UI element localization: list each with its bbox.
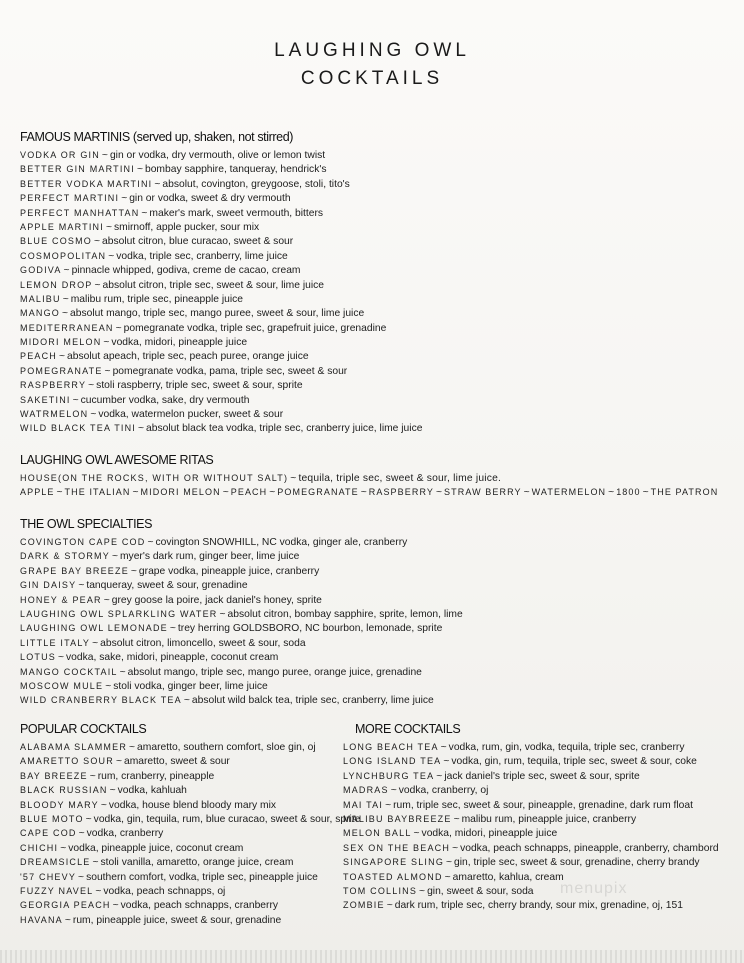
menu-item-name: GRAPE BAY BREEZE bbox=[20, 565, 129, 576]
menu-item bbox=[20, 364, 422, 378]
more-cocktails-list bbox=[343, 740, 719, 913]
menu-item-separator: ~ bbox=[419, 885, 426, 897]
menu-item bbox=[20, 798, 360, 812]
menu-item-desc: grape vodka, pineapple juice, cranberry bbox=[138, 565, 320, 577]
menu-item-name: PERFECT MANHATTAN bbox=[20, 207, 140, 218]
menu-item bbox=[20, 783, 360, 797]
menu-item-separator: ~ bbox=[443, 756, 450, 768]
rita-flavor: MIDORI MELON bbox=[140, 487, 221, 498]
menu-item bbox=[20, 162, 422, 176]
menu-item-name: RASPBERRY bbox=[20, 380, 87, 391]
menu-item-name: LOTUS bbox=[20, 652, 57, 663]
menu-item-separator: ~ bbox=[385, 799, 392, 811]
menu-item-desc: vodka, peach schnapps, pineapple, cranberry, chambord bbox=[460, 842, 719, 854]
menu-item-desc: vodka, triple sec, cranberry, lime juice bbox=[116, 250, 288, 262]
ritas-house-desc: tequila, triple sec, sweet & sour, lime juice. bbox=[298, 473, 502, 484]
menu-item-name: HAVANA bbox=[20, 914, 63, 925]
rita-flavor: RASPBERRY bbox=[368, 487, 435, 498]
menu-item-separator: ~ bbox=[147, 537, 154, 548]
menu-item-name: GODIVA bbox=[20, 265, 62, 276]
menu-item-name: SAKETINI bbox=[20, 394, 71, 405]
menu-item-separator: ~ bbox=[453, 813, 460, 825]
menu-item bbox=[20, 679, 463, 693]
menu-item bbox=[20, 249, 422, 263]
menu-item-name: LITTLE ITALY bbox=[20, 637, 91, 648]
menu-item bbox=[20, 621, 463, 635]
menu-item-desc: vodka, kahluah bbox=[117, 785, 187, 797]
menu-item-separator: ~ bbox=[129, 742, 136, 753]
menu-item bbox=[343, 754, 719, 768]
menu-item bbox=[20, 826, 360, 840]
menu-item bbox=[20, 898, 360, 912]
menu-item-separator: ~ bbox=[436, 770, 443, 782]
menu-item-name: WILD CRANBERRY BLACK TEA bbox=[20, 695, 182, 706]
menu-item bbox=[20, 378, 422, 392]
menu-item-name: TOASTED ALMOND bbox=[343, 871, 443, 882]
menu-item-name: HONEY & PEAR bbox=[20, 594, 102, 605]
popular-cocktails-list bbox=[20, 740, 360, 927]
menu-item-name: BLUE COSMO bbox=[20, 236, 93, 247]
menu-item bbox=[20, 769, 360, 783]
menu-item-separator: ~ bbox=[183, 695, 190, 707]
menu-item bbox=[20, 177, 422, 191]
menu-item-desc: vodka, midori, pineapple juice bbox=[421, 828, 558, 840]
menu-item bbox=[20, 870, 360, 884]
menu-item-desc: vodka, peach schnapps, cranberry bbox=[120, 900, 279, 912]
menu-item bbox=[20, 812, 360, 826]
menu-item-desc: absolut citron, limoncello, sweet & sour, soda bbox=[100, 637, 306, 649]
menu-item-separator: ~ bbox=[103, 337, 110, 349]
menu-item-name: MAI TAI bbox=[343, 799, 384, 810]
menu-item-separator: ~ bbox=[64, 914, 71, 926]
menu-item-name: BLUE MOTO bbox=[20, 813, 84, 824]
menu-item bbox=[20, 593, 463, 607]
menu-item-name: ALABAMA SLAMMER bbox=[20, 742, 128, 752]
menu-item-desc: gin, sweet & sour, soda bbox=[427, 885, 534, 897]
rita-flavor-separator: ~ bbox=[222, 487, 229, 499]
menu-item-desc: vodka, gin, rum, tequila, triple sec, sweet & sour, coke bbox=[451, 756, 697, 768]
menu-item bbox=[343, 884, 719, 898]
menu-item-separator: ~ bbox=[115, 756, 122, 768]
menu-item-separator: ~ bbox=[141, 207, 148, 219]
menu-item-desc: vodka, cranberry, oj bbox=[398, 785, 489, 797]
ritas-flavor-list bbox=[20, 485, 718, 499]
menu-item-desc: pinnacle whipped, godiva, creme de cacao, cream bbox=[71, 265, 301, 277]
menu-item bbox=[20, 407, 422, 421]
menu-item-name: TOM COLLINS bbox=[343, 885, 418, 896]
ritas-house-name: HOUSE(ON THE ROCKS, WITH OR WITHOUT SALT) bbox=[20, 473, 289, 483]
menu-item-separator: ~ bbox=[60, 842, 67, 854]
menu-item-separator: ~ bbox=[101, 150, 108, 161]
menu-item-desc: vodka, house blend bloody mary mix bbox=[108, 799, 277, 811]
menu-item-separator: ~ bbox=[219, 608, 226, 620]
rita-flavor: APPLE bbox=[20, 487, 55, 498]
scan-edge bbox=[0, 950, 744, 963]
rita-flavor: THE PATRON bbox=[650, 487, 719, 498]
menu-item-desc: vodka, midori, pineapple juice bbox=[111, 337, 248, 349]
menu-item-name: MANGO bbox=[20, 308, 61, 319]
menu-item-separator: ~ bbox=[119, 666, 126, 678]
menu-item-name: BLOODY MARY bbox=[20, 799, 99, 810]
menu-item bbox=[343, 855, 719, 869]
menu-item bbox=[20, 306, 422, 320]
menu-item bbox=[20, 393, 422, 407]
menu-item-separator: ~ bbox=[92, 857, 99, 869]
menu-item-desc: absolut apeach, triple sec, peach puree, orange juice bbox=[67, 351, 309, 363]
menu-item bbox=[20, 535, 463, 549]
menu-item bbox=[20, 693, 463, 707]
menu-item-separator: ~ bbox=[112, 900, 119, 912]
menu-item-name: MOSCOW MULE bbox=[20, 680, 104, 691]
menu-item-separator: ~ bbox=[78, 580, 85, 592]
rita-flavor: STRAW BERRY bbox=[444, 487, 522, 498]
menu-item-separator: ~ bbox=[121, 193, 128, 205]
menu-item-separator: ~ bbox=[136, 164, 143, 176]
menu-item-separator: ~ bbox=[100, 799, 107, 811]
menu-item-separator: ~ bbox=[446, 857, 453, 869]
menu-item bbox=[20, 206, 422, 220]
menu-item-desc: malibu rum, triple sec, pineapple juice bbox=[70, 293, 244, 305]
famous-martinis-list bbox=[20, 148, 422, 436]
menu-item-desc: absolut citron, triple sec, sweet & sour, lime juice bbox=[102, 279, 325, 291]
menu-item-desc: stoli vodka, ginger beer, lime juice bbox=[113, 680, 268, 692]
menu-item bbox=[20, 740, 360, 754]
menu-item-desc: absolut citron, bombay sapphire, sprite, lemon, lime bbox=[227, 608, 463, 620]
menu-item-separator: ~ bbox=[95, 885, 102, 897]
rita-flavor: POMEGRANATE bbox=[277, 487, 359, 498]
menu-item-separator: ~ bbox=[90, 409, 97, 421]
menu-item bbox=[343, 826, 719, 840]
menu-item bbox=[20, 578, 463, 592]
menu-item bbox=[20, 321, 422, 335]
menu-item-desc: stoli raspberry, triple sec, sweet & sour, sprite bbox=[96, 380, 303, 392]
menu-item bbox=[20, 220, 422, 234]
menu-item-desc: absolut black tea vodka, triple sec, cranberry juice, lime juice bbox=[146, 423, 423, 435]
menu-item-separator: ~ bbox=[92, 637, 99, 649]
menu-item-separator: ~ bbox=[390, 785, 397, 797]
menu-item-desc: rum, cranberry, pineapple bbox=[97, 770, 215, 782]
ritas-heading: LAUGHING OWL AWESOME RITAS bbox=[20, 453, 214, 467]
menu-item bbox=[343, 783, 719, 797]
menu-item-desc: smirnoff, apple pucker, sour mix bbox=[113, 221, 260, 233]
menu-item bbox=[20, 421, 422, 435]
menu-item-desc: bombay sapphire, tanqueray, hendrick's bbox=[144, 164, 327, 176]
page-title-line1: LAUGHING OWL bbox=[274, 40, 470, 61]
menu-item-name: PEACH bbox=[20, 351, 58, 362]
menu-item-desc: vodka, pineapple juice, coconut cream bbox=[68, 842, 244, 854]
menu-item-separator: ~ bbox=[386, 900, 393, 912]
more-cocktails-section bbox=[343, 721, 719, 913]
menu-item-name: BLACK RUSSIAN bbox=[20, 785, 108, 796]
menu-item-separator: ~ bbox=[169, 623, 176, 635]
menu-item-separator: ~ bbox=[89, 770, 96, 782]
menu-item-desc: absolut mango, triple sec, mango puree, orange juice, grenadine bbox=[127, 666, 422, 678]
menu-item-desc: vodka, cranberry bbox=[86, 828, 164, 840]
menu-item-name: WATRMELON bbox=[20, 409, 89, 420]
menu-item-separator: ~ bbox=[62, 293, 69, 305]
menu-item-desc: dark rum, triple sec, cherry brandy, sour mix, grenadine, oj, 151 bbox=[394, 900, 683, 912]
menu-item-name: LONG BEACH TEA bbox=[343, 742, 439, 752]
menu-item bbox=[20, 263, 422, 277]
menu-item-separator: ~ bbox=[108, 250, 115, 262]
menu-item bbox=[343, 870, 719, 884]
menu-item bbox=[20, 335, 422, 349]
menu-item-name: MELON BALL bbox=[343, 828, 412, 839]
menu-item-desc: southern comfort, vodka, triple sec, pineapple juice bbox=[86, 871, 318, 883]
menu-item-desc: absolut, covington, greygoose, stoli, tito's bbox=[162, 178, 350, 190]
menu-item bbox=[20, 148, 422, 162]
menu-item-desc: vodka, sake, midori, pineapple, coconut cream bbox=[66, 652, 279, 664]
menu-item-name: PERFECT MARTINI bbox=[20, 193, 120, 204]
menu-item-name: ZOMBIE bbox=[343, 900, 385, 911]
famous-martinis-section bbox=[20, 129, 422, 436]
menu-item-name: AMARETTO SOUR bbox=[20, 756, 114, 767]
ritas-house-item bbox=[20, 471, 718, 485]
menu-item-name: LONG ISLAND TEA bbox=[343, 756, 442, 767]
menu-item bbox=[20, 913, 360, 927]
menu-item-name: LAUGHING OWL LEMONADE bbox=[20, 623, 168, 634]
menu-item-desc: amaretto, kahlua, cream bbox=[452, 871, 564, 883]
menu-item-name: MALIBU BAYBREEZE bbox=[343, 813, 452, 824]
more-cocktails-heading: MORE COCKTAILS bbox=[355, 722, 461, 736]
menu-item-desc: absolut wild balck tea, triple sec, cranberry, lime juice bbox=[191, 695, 434, 707]
specialties-section bbox=[20, 516, 463, 708]
menu-item-desc: grey goose la poire, jack daniel's honey, sprite bbox=[111, 594, 322, 606]
menu-item-separator: ~ bbox=[130, 565, 137, 577]
menu-item-separator: ~ bbox=[138, 423, 145, 435]
menu-item-desc: stoli vanilla, amaretto, orange juice, cream bbox=[100, 857, 294, 869]
menu-item-separator: ~ bbox=[444, 871, 451, 883]
menu-item-separator: ~ bbox=[62, 308, 69, 320]
menu-item bbox=[343, 841, 719, 855]
rita-flavor-separator: ~ bbox=[523, 487, 530, 499]
menu-item bbox=[20, 349, 422, 363]
menu-item-separator: ~ bbox=[452, 842, 459, 854]
menu-item-name: MADRAS bbox=[343, 785, 389, 796]
menu-item-separator: ~ bbox=[103, 594, 110, 606]
menu-item-separator: ~ bbox=[78, 828, 85, 840]
menu-item-name: SINGAPORE SLING bbox=[343, 857, 445, 868]
menu-item-name: LEMON DROP bbox=[20, 279, 93, 290]
rita-flavor-separator: ~ bbox=[436, 487, 443, 499]
menu-item bbox=[343, 769, 719, 783]
menu-item bbox=[20, 884, 360, 898]
menu-item-desc: pomegranate vodka, pama, triple sec, sweet & sour bbox=[112, 365, 348, 377]
menu-item-name: BETTER GIN MARTINI bbox=[20, 164, 135, 175]
menu-item-name: CHICHI bbox=[20, 842, 59, 853]
ritas-house-separator: ~ bbox=[290, 473, 297, 484]
menu-item-desc: trey herring GOLDSBORO, NC bourbon, lemonade, sprite bbox=[177, 623, 443, 635]
menu-item bbox=[343, 740, 719, 754]
menu-item-separator: ~ bbox=[115, 322, 122, 334]
menu-item-desc: absolut mango, triple sec, mango puree, sweet & sour, lime juice bbox=[70, 308, 365, 320]
menu-item-desc: cucumber vodka, sake, dry vermouth bbox=[80, 394, 250, 406]
menu-item-name: APPLE MARTINI bbox=[20, 221, 104, 232]
menu-item-separator: ~ bbox=[88, 380, 95, 392]
menu-item-name: COSMOPOLITAN bbox=[20, 250, 107, 261]
menu-item-separator: ~ bbox=[111, 551, 118, 563]
menu-item bbox=[343, 798, 719, 812]
menu-item-name: MIDORI MELON bbox=[20, 337, 102, 348]
menu-item-separator: ~ bbox=[63, 265, 70, 277]
rita-flavor: PEACH bbox=[230, 487, 268, 498]
menu-item bbox=[20, 754, 360, 768]
menu-item-name: CAPE COD bbox=[20, 828, 77, 839]
menu-item-desc: gin, triple sec, sweet & sour, grenadine, cherry brandy bbox=[454, 857, 700, 869]
menu-item-separator: ~ bbox=[72, 394, 79, 406]
famous-martinis-heading: FAMOUS MARTINIS (served up, shaken, not stirred) bbox=[20, 130, 294, 144]
menu-item-separator: ~ bbox=[94, 236, 101, 248]
menu-item-separator: ~ bbox=[58, 652, 65, 664]
menu-item-desc: rum, triple sec, sweet & sour, pineapple, grenadine, dark rum float bbox=[393, 799, 694, 811]
menu-item-desc: covington SNOWHILL, NC vodka, ginger ale, cranberry bbox=[155, 537, 408, 548]
specialties-list bbox=[20, 535, 463, 708]
rita-flavor-separator: ~ bbox=[269, 487, 276, 499]
menu-item bbox=[20, 549, 463, 563]
menu-item-separator: ~ bbox=[94, 279, 101, 291]
menu-item-name: LAUGHING OWL SPLARKLING WATER bbox=[20, 608, 218, 619]
menu-item bbox=[20, 292, 422, 306]
rita-flavor: WATERMELON bbox=[531, 487, 607, 498]
menu-item-separator: ~ bbox=[440, 742, 447, 753]
menu-item-name: DREAMSICLE bbox=[20, 857, 91, 868]
rita-flavor-separator: ~ bbox=[132, 487, 139, 499]
menu-item-name: MALIBU bbox=[20, 293, 61, 304]
rita-flavor-separator: ~ bbox=[642, 487, 649, 499]
menu-item-desc: gin or vodka, dry vermouth, olive or lemon twist bbox=[109, 150, 326, 161]
page-title-line2: COCKTAILS bbox=[300, 68, 444, 89]
menu-item-name: MEDITERRANEAN bbox=[20, 322, 114, 333]
rita-flavor: 1800 bbox=[616, 487, 641, 498]
menu-item-name: COVINGTON CAPE COD bbox=[20, 537, 146, 547]
menu-item-name: GIN DAISY bbox=[20, 580, 77, 591]
menu-item-separator: ~ bbox=[78, 871, 85, 883]
rita-flavor-separator: ~ bbox=[360, 487, 367, 499]
menu-item-name: POMEGRANATE bbox=[20, 365, 103, 376]
menu-item-separator: ~ bbox=[109, 785, 116, 797]
menu-item bbox=[20, 855, 360, 869]
menu-item-separator: ~ bbox=[85, 813, 92, 825]
specialties-heading: THE OWL SPECIALTIES bbox=[20, 517, 153, 531]
menu-item-desc: maker's mark, sweet vermouth, bitters bbox=[149, 207, 324, 219]
menu-item-name: MANGO COCKTAIL bbox=[20, 666, 118, 677]
menu-item-desc: gin or vodka, sweet & dry vermouth bbox=[129, 193, 291, 205]
popular-cocktails-heading: POPULAR COCKTAILS bbox=[20, 722, 147, 736]
menu-item-desc: pomegranate vodka, triple sec, grapefruit juice, grenadine bbox=[123, 322, 387, 334]
menu-item-desc: malibu rum, pineapple juice, cranberry bbox=[461, 813, 637, 825]
menu-item-separator: ~ bbox=[105, 221, 112, 233]
watermark: menupix bbox=[560, 880, 628, 897]
menu-item-name: BAY BREEZE bbox=[20, 770, 88, 781]
menu-item-desc: myer's dark rum, ginger beer, lime juice bbox=[119, 551, 300, 563]
menu-item-separator: ~ bbox=[154, 178, 161, 190]
menu-item-desc: jack daniel's triple sec, sweet & sour, sprite bbox=[444, 770, 640, 782]
menu-item bbox=[20, 636, 463, 650]
menu-item-desc: vodka, rum, gin, vodka, tequila, triple sec, cranberry bbox=[448, 742, 685, 753]
menu-item-name: FUZZY NAVEL bbox=[20, 885, 94, 896]
menu-item-desc: absolut citron, blue curacao, sweet & sour bbox=[102, 236, 294, 248]
menu-item-desc: rum, pineapple juice, sweet & sour, grenadine bbox=[72, 914, 282, 926]
menu-item-desc: amaretto, sweet & sour bbox=[123, 756, 230, 768]
menu-item-name: '57 CHEVY bbox=[20, 871, 77, 882]
menu-item-separator: ~ bbox=[104, 365, 111, 377]
rita-flavor: THE ITALIAN bbox=[64, 487, 131, 498]
menu-item bbox=[20, 191, 422, 205]
menu-item bbox=[20, 665, 463, 679]
menu-item bbox=[343, 898, 719, 912]
menu-item-separator: ~ bbox=[413, 828, 420, 840]
rita-flavor-separator: ~ bbox=[608, 487, 615, 499]
menu-item bbox=[20, 607, 463, 621]
menu-item bbox=[343, 812, 719, 826]
menu-item-name: BETTER VODKA MARTINI bbox=[20, 178, 153, 189]
menu-item-name: GEORGIA PEACH bbox=[20, 900, 111, 911]
menu-item-desc: tanqueray, sweet & sour, grenadine bbox=[86, 580, 248, 592]
menu-item-name: LYNCHBURG TEA bbox=[343, 770, 435, 781]
menu-item-separator: ~ bbox=[59, 351, 66, 363]
menu-item bbox=[20, 650, 463, 664]
menu-item-name: VODKA OR GIN bbox=[20, 150, 100, 160]
ritas-section bbox=[20, 452, 718, 500]
menu-item-desc: vodka, peach schnapps, oj bbox=[103, 885, 226, 897]
menu-item-desc: amaretto, southern comfort, sloe gin, oj bbox=[137, 742, 316, 753]
menu-item bbox=[20, 278, 422, 292]
menu-item bbox=[20, 841, 360, 855]
rita-flavor-separator: ~ bbox=[56, 487, 63, 499]
menu-item-desc: vodka, gin, tequila, rum, blue curacao, sweet & sour, sprite bbox=[93, 813, 361, 825]
menu-item-separator: ~ bbox=[105, 680, 112, 692]
menu-item-name: SEX ON THE BEACH bbox=[343, 842, 451, 853]
menu-item-name: DARK & STORMY bbox=[20, 551, 110, 562]
menu-item-name: WILD BLACK TEA TINI bbox=[20, 423, 136, 434]
menu-item-desc: vodka, watermelon pucker, sweet & sour bbox=[98, 409, 284, 421]
menu-item bbox=[20, 234, 422, 248]
popular-cocktails-section bbox=[20, 721, 360, 927]
menu-item bbox=[20, 564, 463, 578]
